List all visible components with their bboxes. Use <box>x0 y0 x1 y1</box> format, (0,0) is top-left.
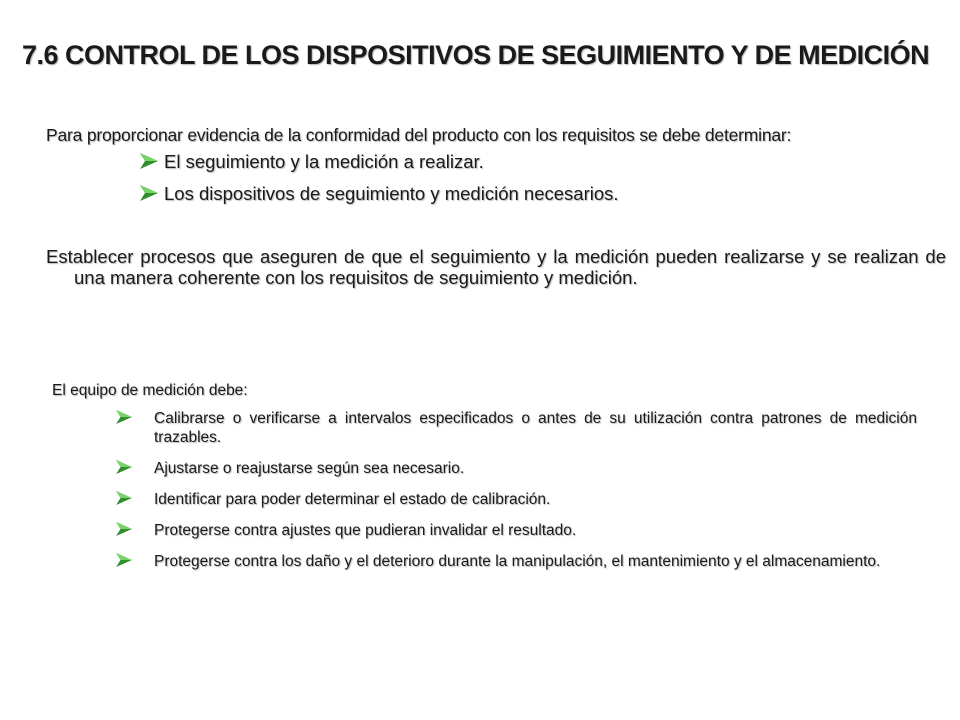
bullet-text: Identificar para poder determinar el estado de calibración. <box>154 491 551 508</box>
bullet-list-secondary <box>116 409 917 583</box>
slide-title: 7.6 CONTROL DE LOS DISPOSITIVOS DE SEGUIMIENTO Y DE MEDICIÓN <box>22 40 930 70</box>
section-heading: El equipo de medición debe: <box>52 382 248 399</box>
arrow-bullet-icon <box>116 553 132 567</box>
process-paragraph: Establecer procesos que aseguren de que el seguimiento y la medición pueden realizarse y se realizan de una manera coherente con los requisitos de seguimiento y medición. <box>46 246 946 288</box>
bullet-text: El seguimiento y la medición a realizar. <box>164 151 484 172</box>
list-item <box>116 490 917 509</box>
bullet-text: Ajustarse o reajustarse según sea necesario. <box>154 460 465 477</box>
arrow-bullet-icon <box>116 522 132 536</box>
list-item <box>140 183 619 204</box>
arrow-bullet-icon <box>116 491 132 505</box>
list-item <box>116 521 917 540</box>
arrow-bullet-icon <box>140 185 158 201</box>
bullet-list-primary <box>140 151 619 215</box>
arrow-bullet-icon <box>116 460 132 474</box>
bullet-text: Calibrarse o verificarse a intervalos especificados o antes de su utilización contra patrones de medición trazables. <box>154 410 917 446</box>
arrow-bullet-icon <box>116 410 132 424</box>
bullet-text: Los dispositivos de seguimiento y medición necesarios. <box>164 183 619 204</box>
list-item <box>116 409 917 447</box>
bullet-text: Protegerse contra los daño y el deterioro durante la manipulación, el mantenimiento y el almacenamiento. <box>154 553 881 570</box>
list-item <box>116 459 917 478</box>
bullet-text: Protegerse contra ajustes que pudieran invalidar el resultado. <box>154 522 577 539</box>
intro-text: Para proporcionar evidencia de la conformidad del producto con los requisitos se debe determinar: <box>46 125 792 145</box>
list-item <box>140 151 619 172</box>
arrow-bullet-icon <box>140 153 158 169</box>
list-item <box>116 552 917 571</box>
